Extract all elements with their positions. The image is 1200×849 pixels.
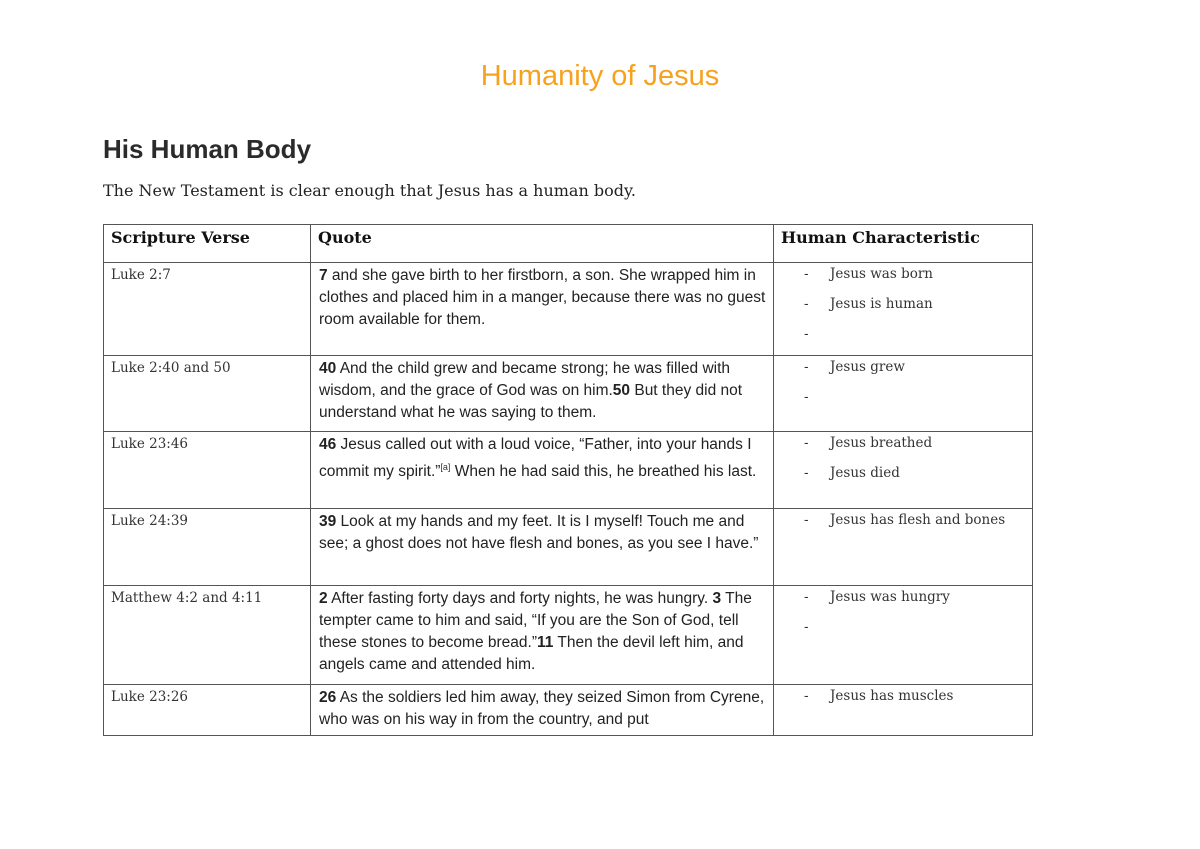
table-row (104, 356, 1033, 432)
table-row (104, 685, 1033, 736)
table-body (104, 263, 1033, 736)
characteristics-cell (774, 432, 1033, 509)
table-row (104, 263, 1033, 356)
table-header-row (104, 225, 1033, 263)
scripture-table (103, 224, 1033, 736)
characteristic-item (804, 588, 1025, 606)
verse-number: 2 (319, 590, 328, 607)
characteristic-item (804, 358, 1025, 376)
table-row (104, 509, 1033, 586)
table-row (104, 586, 1033, 685)
dash-bullet: - (804, 688, 809, 704)
dash-bullet: - (804, 512, 809, 528)
quote-cell (311, 356, 774, 432)
quote-text: When he had said this, he breathed his last. (450, 463, 757, 481)
header-quote: Quote (311, 225, 774, 263)
dash-bullet: - (804, 266, 809, 282)
quote-text: Jesus called out with a loud voice, “Father, into your hands I commit my spirit.” (319, 436, 752, 481)
characteristic-item (804, 511, 1025, 529)
verse-number: 50 (612, 382, 631, 399)
section-heading: His Human Body (103, 134, 312, 164)
dash-bullet: - (804, 589, 809, 605)
characteristic-text: Jesus is human (830, 296, 933, 312)
dash-bullet: - (804, 359, 809, 375)
characteristic-item (804, 265, 1025, 283)
dash-bullet: - (804, 326, 809, 342)
verse-number: 46 (319, 436, 337, 453)
verse-number: 3 (712, 590, 722, 607)
characteristic-text: Jesus breathed (830, 435, 933, 451)
characteristics-cell (774, 509, 1033, 586)
characteristic-text: Jesus has flesh and bones (830, 512, 1006, 528)
document-title: Humanity of Jesus (480, 60, 720, 92)
characteristics-cell (774, 356, 1033, 432)
verse-number: 39 (319, 513, 337, 530)
dash-bullet: - (804, 435, 809, 451)
header-scripture-verse: Scripture Verse (104, 225, 311, 263)
scripture-verse-cell: Luke 24:39 (104, 509, 311, 586)
scripture-verse-cell: Luke 2:7 (104, 263, 311, 356)
verse-number: 11 (537, 634, 554, 651)
table-row (104, 432, 1033, 509)
dash-bullet: - (804, 389, 809, 405)
characteristics-cell (774, 586, 1033, 685)
characteristic-text: Jesus was hungry (830, 589, 950, 605)
dash-bullet: - (804, 296, 809, 312)
quote-cell (311, 586, 774, 685)
quote-cell (311, 509, 774, 586)
quote-text: and she gave birth to her firstborn, a son. She wrapped him in clothes and placed him in a manger, because there was no guest room available for them. (319, 267, 766, 328)
characteristic-item (804, 434, 1025, 452)
quote-text: Then the devil left him, and angels came and attended him. (319, 634, 744, 673)
dash-bullet: - (804, 619, 809, 635)
scripture-verse-cell: Luke 23:46 (104, 432, 311, 509)
scripture-verse-cell: Matthew 4:2 and 4:11 (104, 586, 311, 685)
characteristic-item (804, 618, 1025, 636)
quote-cell (311, 432, 774, 509)
characteristic-text: Jesus has muscles (830, 688, 954, 704)
quote-cell (311, 685, 774, 736)
header-human-characteristic: Human Characteristic (774, 225, 1033, 263)
dash-bullet: - (804, 465, 809, 481)
characteristic-item (804, 295, 1025, 313)
characteristic-item (804, 687, 1025, 705)
quote-text: And the child grew and became strong; he was filled with wisdom, and the grace of God was on him. (319, 360, 731, 399)
characteristic-item (804, 325, 1025, 343)
characteristics-cell (774, 263, 1033, 356)
characteristic-text: Jesus grew (830, 359, 905, 375)
quote-text: But they did not understand what he was saying to them. (319, 382, 743, 421)
quote-text: The tempter came to him and said, “If you are the Son of God, tell these stones to become bread.” (319, 590, 752, 651)
quote-text: After fasting forty days and forty nights, he was hungry. (327, 590, 713, 607)
verse-number: 40 (319, 360, 337, 377)
characteristic-item (804, 388, 1025, 406)
characteristic-text: Jesus died (830, 465, 900, 481)
intro-paragraph: The New Testament is clear enough that Jesus has a human body. (103, 181, 636, 200)
scripture-verse-cell: Luke 2:40 and 50 (104, 356, 311, 432)
scripture-verse-cell: Luke 23:26 (104, 685, 311, 736)
verse-number: 26 (319, 689, 337, 706)
quote-text: As the soldiers led him away, they seized Simon from Cyrene, who was on his way in from the country, and put (319, 689, 765, 728)
characteristic-item (804, 464, 1025, 482)
verse-number: 7 (319, 267, 328, 284)
characteristic-text: Jesus was born (830, 266, 933, 282)
quote-text: Look at my hands and my feet. It is I myself! Touch me and see; a ghost does not have flesh and bones, as you see I have.” (319, 513, 759, 552)
characteristics-cell (774, 685, 1033, 736)
footnote-marker[interactable]: [a] (440, 462, 451, 472)
quote-cell (311, 263, 774, 356)
